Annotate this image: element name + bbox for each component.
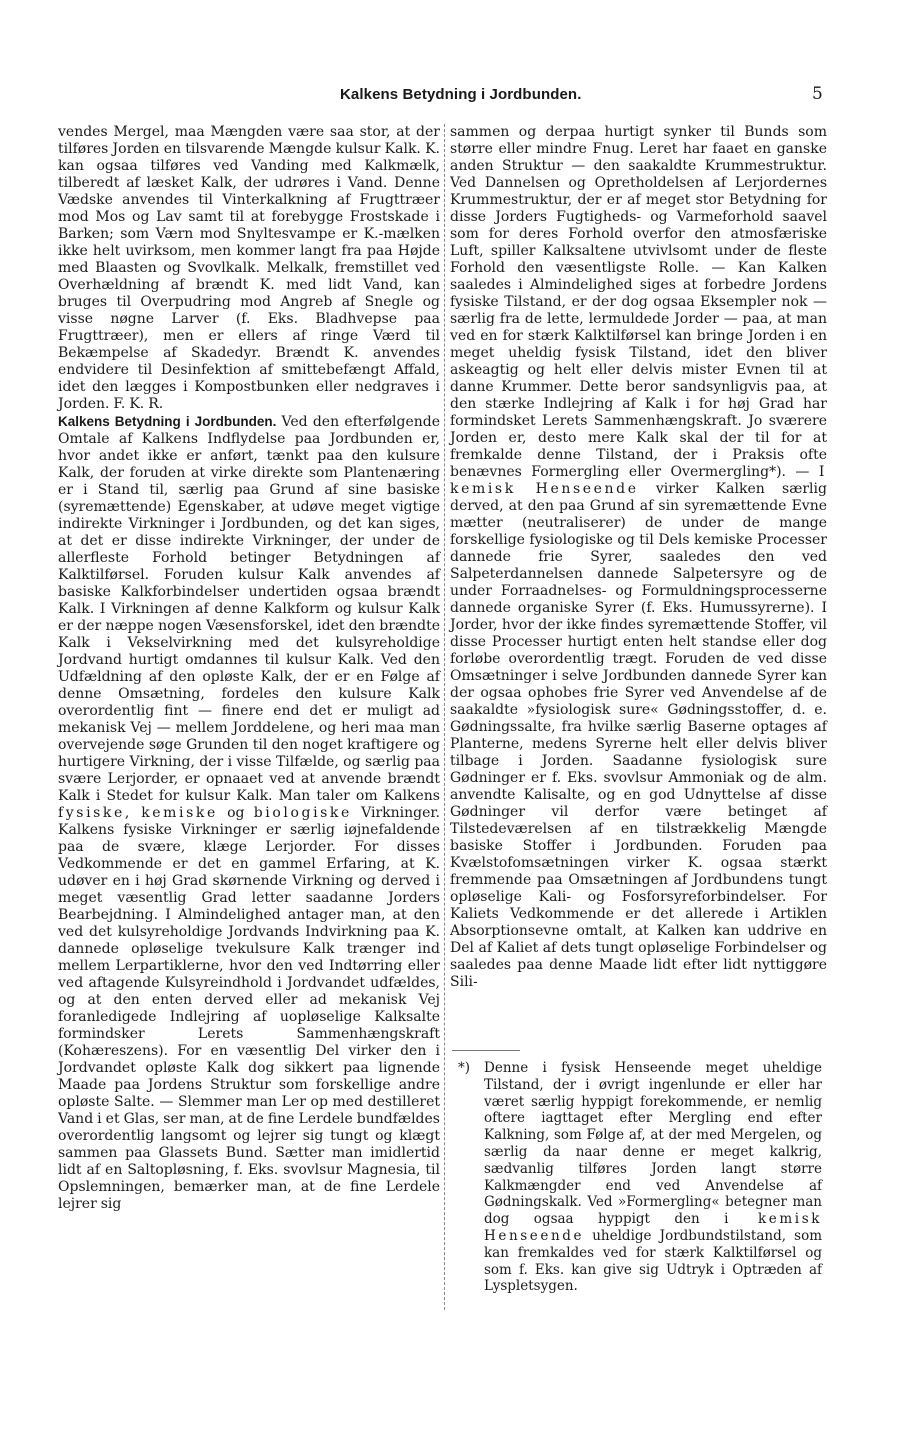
column-divider	[444, 124, 445, 1310]
text-run: og	[217, 805, 254, 821]
text-run: Virkninger. Kalkens fysiske Virkninger er særlig iøjnefaldende paa de svære, klæge Lerjorder. For disses Vedkommende er det en gammel Erfaring, at K. udøver en i høj Grad skørnende Virkning og derved i meget væsentlig Grad letter saadanne Jorders Bearbejdning. I Almindelighed antager man, at den ved det kulsyreholdige Jordvands Indvirkning paa K. dannede opløselige tvekulsure Kalk trænger ind mellem Lerpartiklerne, hvor den ved Indtørring eller ved aftagende Kulsyreindhold i Jordvandet udfældes, og at den enten derved eller ad mekanisk Vej foranledigede Indlejring af uopløselige Kalksalte formindsker Lerets Sammenhængskraft (Kohæreszens). For en væsentlig Del virker den i Jordvandet opløste Kalk dog sikkert paa lignende Maade paa Jordens Struktur som forskellige andre opløste Salte. — Slemmer man Ler op med destilleret Vand i et Glas, ser man, at de fine Lerdele bundfældes overordentlig langsomt og lejrer sig tungt og klægt sammen paa Glassets Bund. Sætter man imidlertid lidt af en Saltopløsning, f. Eks. svovlsur Magnesia, til Opslemningen, bemærker man, at de fine Lerdele lejrer sig	[58, 805, 441, 1212]
section-heading: Kalkens Betydning i Jordbunden.	[58, 414, 277, 429]
right-column	[450, 124, 827, 991]
paragraph-kalkens-betydning	[58, 413, 440, 1213]
text-run: uheldige Jordbundstilstand, som kan fremkaldes ved for stærk Kalktilførsel og som f. Eks. kan give sig Udtryk i Optræden af Lyspletsygen.	[484, 1227, 822, 1295]
footnote	[458, 1060, 822, 1295]
spaced-term-kemisk-henseende: I kemisk Henseende	[450, 464, 827, 497]
spaced-term-fysiske: fysiske,	[58, 805, 132, 821]
left-column	[58, 124, 440, 1213]
paragraph-kalkmaelk: vendes Mergel, maa Mængden være saa stor, at der tilføres Jorden en tilsvarende Mængde kulsur Kalk. K. kan ogsaa tilføres ved Vanding med Kalkmælk, tilberedt af læsket Kalk, der udrøres i Vand. Denne Vædske anvendes til Vinterkalkning af Frugttræer mod Mos og Lav samt til at forebygge Frostskade i Barken; som Værn mod Snyltesvampe er K.-mælken ikke helt uvirksom, men kommer langt fra paa Højde med Blaasten og Svovlkalk. Melkalk, fremstillet ved Overhældning af brændt K. med lidt Vand, kan bruges til Overpudring mod Angreb af Snegle og visse nøgne Larver (f. Eks. Bladhvepse paa Frugttræer), men er ellers af ringe Værd til Bekæmpelse af Skadedyr. Brændt K. anvendes endvidere til Desinfektion af smittebefængt Affald, idet den lægges i Kompostbunken eller nedgraves i Jorden. F. K. R.	[58, 124, 440, 412]
text-run: Denne i fysisk Henseende meget uheldige Tilstand, der i øvrigt ingenlunde er eller har været særlig hyppigt forekommende, er nemlig oftere iagttaget efter Mergling end efter Kalkning, som Følge af, at der med Mergelen, og særlig da naar denne er meget kalkrig, sædvanlig tilføres Jorden langt større Kalkmængder end ved Anvendelse af Gødningskalk. Ved »Formergling« betegner man dog ogsaa hyppigt den	[484, 1060, 822, 1228]
spaced-term-kemisk-henseende: i kemisk Henseende	[484, 1211, 822, 1244]
footnote-marker: *)	[458, 1060, 471, 1076]
text-run: Ved den efterfølgende Omtale af Kalkens Indflydelse paa Jordbunden er, hvor andet ikke er anført, tænkt paa den kulsure Kalk, der foruden at virke direkte som Plantenæring er i Stand til, særlig paa Grund af sine basiske (syremættende) Egenskaber, at udøve meget vigtige indirekte Virkninger i Jordbunden, og det kan siges, at det er disse indirekte Virkninger, der under de allerfleste Forhold betinger Betydningen af Kalktilførsel. Foruden kulsur Kalk anvendes af basiske Kalkforbindelser undertiden ogsaa brændt Kalk. I Virkningen af denne Kalkform og kulsur Kalk er der næppe nogen Væsensforskel, idet den brændte Kalk i Vekselvirkning med det kulsyreholdige Jordvand hurtigt omdannes til kulsur Kalk. Ved den Udfældning af den opløste Kalk, der er en Følge af denne Omsætning, fordeles den kulsure Kalk overordentlig fint — finere end det er muligt ad mekanisk Vej — mellem Jorddelene, og heri maa man overvejende søge Grunden til den noget kraftigere og hurtigere Virkning, der i visse Tilfælde, og særlig paa svære Lerjorder, er opnaaet ved at anvende brændt Kalk i Stedet for kulsur Kalk. Man taler om Kalkens	[58, 414, 440, 804]
text-run: sammen og derpaa hurtigt synker til Bunds som større eller mindre Fnug. Leret har faaet en ganske anden Struktur — den saakaldte Krummestruktur. Ved Dannelsen og Opretholdelsen af Lerjordernes Krummestruktur, der er af meget stor Betydning for disse Jorders Fugtigheds- og Varmeforhold saavel som for deres Forhold overfor den atmosfæriske Luft, spiller Kalksaltene utvivlsomt under de fleste Forhold den væsentligste Rolle. — Kan Kalken saaledes i Almindelighed siges at forbedre Jordens fysiske Tilstand, er der dog ogsaa Eksempler nok — særlig fra de lette, lermuldede Jorder — paa, at man ved en for stærk Kalktilførsel kan bringe Jorden i en meget uheldig fysisk Tilstand, idet den bliver askeagtig og helt eller delvis mister Evnen til at danne Krummer. Dette beror sandsynligvis paa, at den stærke Indlejring af Kalk i for høj Grad har formindsket Lerets Sammenhængskraft. Jo sværere Jorden er, desto mere Kalk skal der til for at fremkalde denne Tilstand, der i Praksis ofte benævnes Formergling eller Overmergling*). —	[450, 124, 827, 480]
footnote-body	[484, 1060, 822, 1295]
page-number: 5	[812, 84, 823, 104]
text-run: virker Kalken særlig derved, at den paa Grund af sin syremættende Evne mætter (neutraliserer) de under de mange forskellige fysiologiske og til Dels kemiske Processer dannede frie Syrer, saaledes den ved Salpeterdannelsen dannede Salpetersyre og de under Forraadnelses- og Formuldningsprocesserne dannede organiske Syrer (f. Eks. Humussyrerne). I Jorder, hvor der ikke findes syremættende Stoffer, vil disse Processer hurtigt enten helt standse eller dog forløbe overordentlig trægt. Foruden de ved disse Omsætninger i selve Jordbunden dannede Syrer kan der ogsaa ophobes frie Syrer ved Anvendelse af de saakaldte »fysiologisk sure« Gødningsstoffer, d. e. Gødningssalte, fra hvilke særlig Baserne optages af Planterne, medens Syrerne helt eller delvis bliver tilbage i Jorden. Saadanne fysiologisk sure Gødninger er f. Eks. svovlsur Ammoniak og de alm. anvendte Kalisalte, og en god Udnyttelse af disse Gødninger vil derfor være betinget af Tilstedeværelsen af en tilstrækkelig Mængde basiske Stoffer i Jordbunden. Foruden paa Kvælstofomsætningen virker K. ogsaa stærkt fremmende paa Omsætningen af Jordbundens tungt opløselige Kali- og Fosforsyreforbindelser. For Kaliets Vedkommende er det allerede i Artiklen Absorptionsevne omtalt, at Kalken kan uddrive en Del af Kaliet af dets tungt opløselige Forbindelser og saaledes paa denne Maade lidt efter lidt nyttiggøre Sili-	[450, 481, 827, 990]
footnote-rule	[452, 1050, 520, 1051]
paragraph-krummestruktur	[450, 124, 827, 991]
spaced-term-kemiske: kemiske	[141, 805, 218, 821]
spaced-term-biologiske: biologiske	[253, 805, 352, 821]
running-title: Kalkens Betydning i Jordbunden.	[340, 86, 582, 103]
